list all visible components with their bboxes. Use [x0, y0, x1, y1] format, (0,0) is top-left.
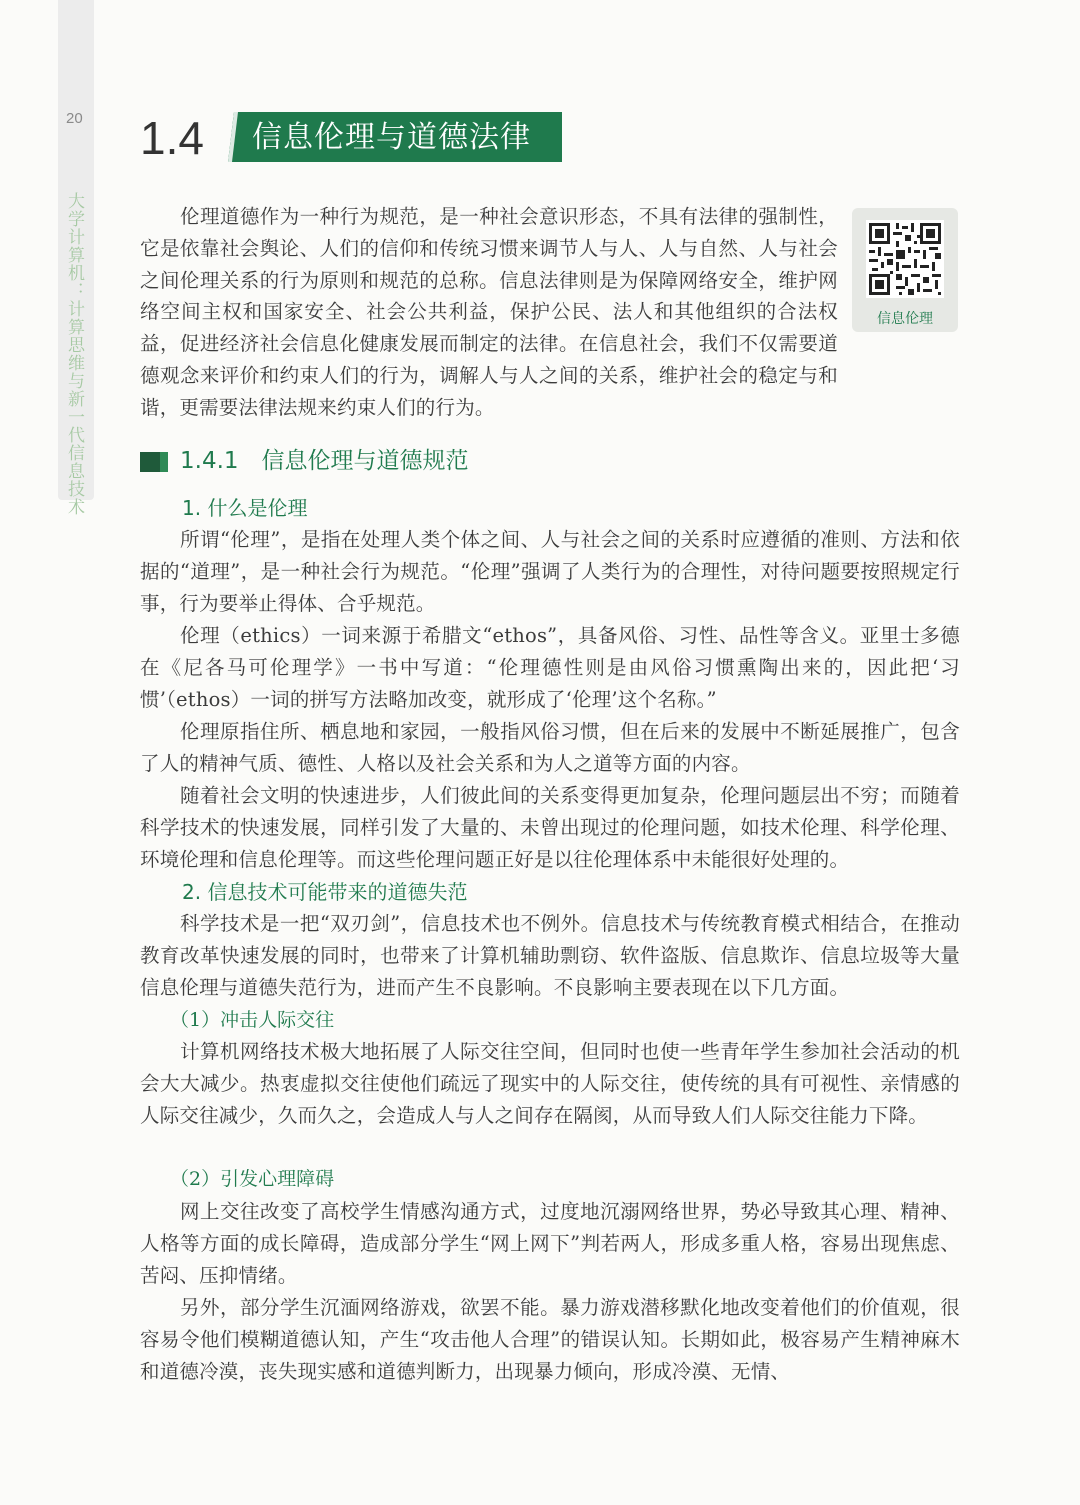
subsection-heading: 1. 什么是伦理 [182, 496, 308, 520]
paragraph: 计算机网络技术极大地拓展了人际交往空间，但同时也使一些青年学生参加社会活动的机会大大减少。热衷虚拟交往使他们疏远了现实中的人际交往，使传统的具有可视性、亲情感的人际交往减少，久而久之，会造成人与人之间存在隔阂，从而导致人们人际交往能力下降。 [140, 1040, 960, 1127]
section-title: 1.4.1 信息伦理与道德规范 [180, 448, 469, 474]
section-heading [140, 446, 740, 476]
qr-code-card[interactable] [852, 208, 958, 332]
paragraph: 伦理（ethics）一词来源于希腊文“ethos”，具备风俗、习性、品性等含义。亚里士多德在《尼各马可伦理学》一书中写道：“伦理德性则是由风俗习惯熏陶出来的，因此把‘习惯’（ethos）一词的拼写方法略加改变，就形成了‘伦理’这个名称。” [140, 624, 960, 711]
qr-code-icon[interactable] [866, 220, 944, 298]
paragraph: 所谓“伦理”，是指在处理人类个体之间、人与社会之间的关系时应遵循的准则、方法和依据的“道理”，是一种社会行为规范。“伦理”强调了人类行为的合理性，对待问题要按照规定行事，行为要举止得体、合乎规范。 [140, 528, 960, 615]
paragraph: 网上交往改变了高校学生情感沟通方式，过度地沉溺网络世界，势必导致其心理、精神、人格等方面的成长障碍，造成部分学生“网上网下”判若两人，形成多重人格，容易出现焦虑、苦闷、压抑情绪。 [140, 1200, 960, 1287]
intro-paragraph: 伦理道德作为一种行为规范，是一种社会意识形态，不具有法律的强制性，它是依靠社会舆论、人们的信仰和传统习惯来调节人与人、人与自然、人与社会之间伦理关系的行为原则和规范的总称。信息法律则是为保障网络安全，维护网络空间主权和国家安全、社会公共利益，保护公民、法人和其他组织的合法权益，促进经济社会信息化健康发展而制定的法律。在信息社会，我们不仅需要道德观念来评价和约束人们的行为，调解人与人之间的关系，维护社会的稳定与和谐，更需要法律法规来约束人们的行为。 [140, 205, 838, 419]
page-number: 20 [66, 110, 83, 127]
paragraph: 科学技术是一把“双刃剑”，信息技术也不例外。信息技术与传统教育模式相结合，在推动教育改革快速发展的同时，也带来了计算机辅助剽窃、软件盗版、信息欺诈、信息垃圾等大量信息伦理与道德失范行为，进而产生不良影响。不良影响主要表现在以下几方面。 [140, 912, 960, 999]
paragraph: 另外，部分学生沉湎网络游戏，欲罢不能。暴力游戏潜移默化地改变着他们的价值观，很容易令他们模糊道德认知，产生“攻击他人合理”的错误认知。长期如此，极容易产生精神麻木和道德冷漠，丧失现实感和道德判断力，出现暴力倾向，形成冷漠、无情、 [140, 1296, 960, 1383]
section-marker-accent [160, 452, 168, 472]
chapter-number: 1.4 [140, 112, 204, 164]
paragraph: 伦理原指住所、栖息地和家园，一般指风俗习惯，但在后来的发展中不断延展推广，包含了人的精神气质、德性、人格以及社会关系和为人之道等方面的内容。 [140, 720, 960, 775]
chapter-title: 信息伦理与道德法律 [252, 120, 531, 155]
section-marker-icon [140, 452, 160, 472]
item-heading: （1）冲击人际交往 [170, 1009, 335, 1031]
book-title-vertical: 大学计算机：计算思维与新一代信息技术 [64, 192, 84, 516]
qr-caption: 信息伦理 [877, 311, 933, 327]
subsection-heading: 2. 信息技术可能带来的道德失范 [182, 880, 468, 904]
item-heading: （2）引发心理障碍 [170, 1168, 335, 1190]
paragraph: 随着社会文明的快速进步，人们彼此间的关系变得更加复杂，伦理问题层出不穷；而随着科学技术的快速发展，同样引发了大量的、未曾出现过的伦理问题，如技术伦理、科学伦理、环境伦理和信息伦理等。而这些伦理问题正好是以往伦理体系中未能很好处理的。 [140, 784, 960, 871]
chapter-header [140, 110, 570, 166]
